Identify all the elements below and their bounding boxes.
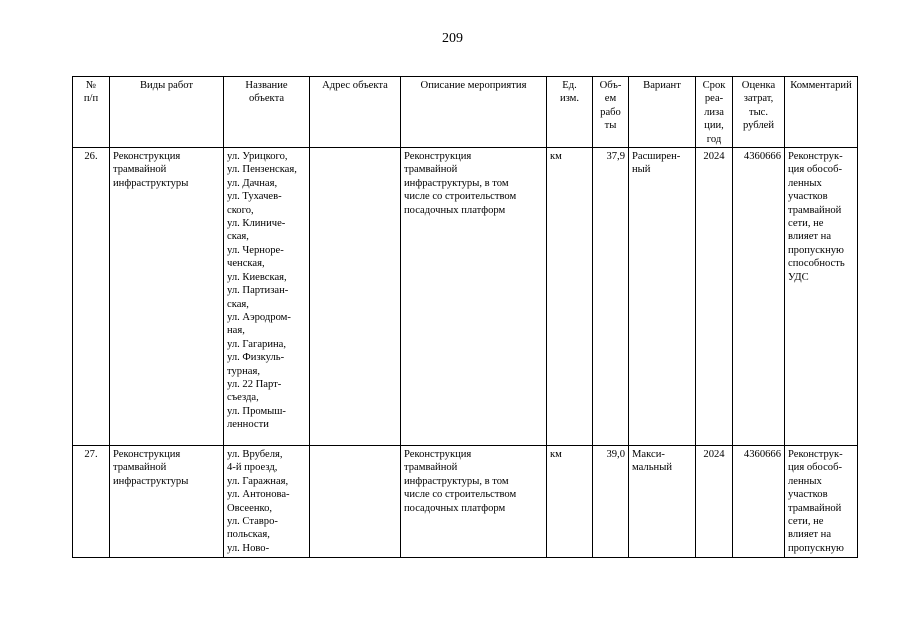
table-row — [73, 446, 858, 558]
row-address — [310, 446, 401, 558]
works-table — [72, 76, 858, 558]
row-volume: 39,0 — [593, 446, 629, 558]
header-term: Срок реа- лиза ции, год — [696, 77, 733, 148]
row-description: Реконструкция трамвайной инфраструктуры, в том числе со строительством посадочных платформ — [401, 446, 547, 558]
row-work-type: Реконструкция трамвайной инфраструктуры — [110, 446, 224, 558]
row-variant: Макси- мальный — [629, 446, 696, 558]
row-cost: 4360666 — [733, 148, 785, 446]
row-num: 26. — [73, 148, 110, 446]
header-num: № п/п — [73, 77, 110, 148]
row-unit: км — [547, 148, 593, 446]
row-description: Реконструкция трамвайной инфраструктуры, в том числе со строительством посадочных платформ — [401, 148, 547, 446]
row-year: 2024 — [696, 446, 733, 558]
header-cost: Оценка затрат, тыс. рублей — [733, 77, 785, 148]
header-unit: Ед. изм. — [547, 77, 593, 148]
header-object-name: Название объекта — [224, 77, 310, 148]
row-unit: км — [547, 446, 593, 558]
row-work-type: Реконструкция трамвайной инфраструктуры — [110, 148, 224, 446]
row-address — [310, 148, 401, 446]
row-object-name: ул. Урицкого, ул. Пензенская, ул. Дачная, ул. Тухачев- ского, ул. Клиниче- ская, ул. Черноре- ченская, ул. Киевская, ул. Партизан- ская, ул. Аэродром- ная, ул. Гагарина, ул. Физкуль- турная, ул. 22 Парт- съезда, ул. Промыш- ленности — [224, 148, 310, 446]
header-description: Описание мероприятия — [401, 77, 547, 148]
row-comment: Реконструк- ция обособ- ленных участков трамвайной сети, не влияет на пропускную — [785, 446, 858, 558]
header-variant: Вариант — [629, 77, 696, 148]
row-cost: 4360666 — [733, 446, 785, 558]
row-num: 27. — [73, 446, 110, 558]
header-comment: Комментарий — [785, 77, 858, 148]
page-number: 209 — [442, 31, 463, 46]
row-year: 2024 — [696, 148, 733, 446]
table-row — [73, 148, 858, 446]
row-volume: 37,9 — [593, 148, 629, 446]
row-variant: Расширен- ный — [629, 148, 696, 446]
row-object-name: ул. Врубеля, 4-й проезд, ул. Гаражная, ул. Антонова- Овсеенко, ул. Ставро- польская, ул. Ново- — [224, 446, 310, 558]
header-work-type: Виды работ — [110, 77, 224, 148]
header-address: Адрес объекта — [310, 77, 401, 148]
header-volume: Объ- ем рабо ты — [593, 77, 629, 148]
table-header-row — [73, 77, 858, 148]
row-comment: Реконструк- ция обособ- ленных участков трамвайной сети, не влияет на пропускную способность УДС — [785, 148, 858, 446]
